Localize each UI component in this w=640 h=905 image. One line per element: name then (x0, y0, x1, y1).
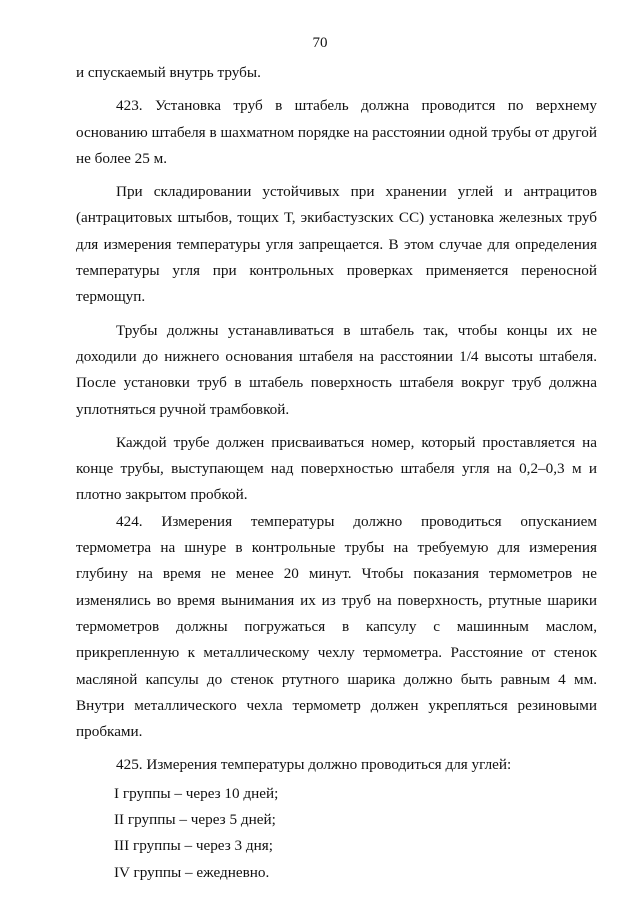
list-item: II группы – через 5 дней; (114, 811, 276, 829)
paragraph-425: 425. Измерения температуры должно проводиться для углей: (116, 756, 512, 774)
document-body (76, 60, 597, 886)
list-item: I группы – через 10 дней; (114, 784, 279, 802)
paragraph-pipe-numbering: Каждой трубе должен присваиваться номер, который проставляется на конце трубы, выступающем над поверхностью штабеля угля на 0,2–0,3 м и плотно закрытом пробкой. (76, 433, 597, 504)
list-item: III группы – через 3 дня; (114, 837, 273, 855)
paragraph-424: 424. Измерения температуры должно проводиться опусканием термометра на шнуре в контрольные трубы на требуемую для измерения глубину на время не менее 20 минут. Чтобы показания термометров не изменялись во время вынимания их из труб на поверхность, ртутные шарики термометров должны погружаться в капсулу с машинным маслом, прикрепленную к металлическому чехлу термометра. Расстояние от стенок масляной капсулы до стенок ртутного шарика должно быть равным 4 мм. Внутри металлического чехла термометр должен укрепляться резиновыми пробками. (76, 512, 597, 741)
list-item: IV группы – ежедневно. (114, 863, 270, 881)
paragraph-423: 423. Установка труб в штабель должна проводится по верхнему основанию штабеля в шахматном порядке на расстоянии одной трубы от другой не более 25 м. (76, 97, 597, 167)
measurement-schedule-list (76, 781, 597, 886)
page-number: 70 (312, 35, 328, 51)
paragraph-pipe-installation: Трубы должны устанавливаться в штабель так, чтобы концы их не доходили до нижнего основания штабеля на расстоянии 1/4 высоты штабеля. После установки труб в штабель поверхность штабеля вокруг труб должна уплотняться ручной трамбовкой. (76, 321, 597, 418)
paragraph-storage-restriction: При складировании устойчивых при хранении углей и антрацитов (антрацитовых штыбов, тощих Т, экибастузских СС) установка железных труб для измерения температуры угля запрещается. В этом случае для определения температуры угля при контрольных проверках применяется переносной термощуп. (76, 183, 597, 306)
paragraph-continuation: и спускаемый внутрь трубы. (76, 64, 261, 81)
